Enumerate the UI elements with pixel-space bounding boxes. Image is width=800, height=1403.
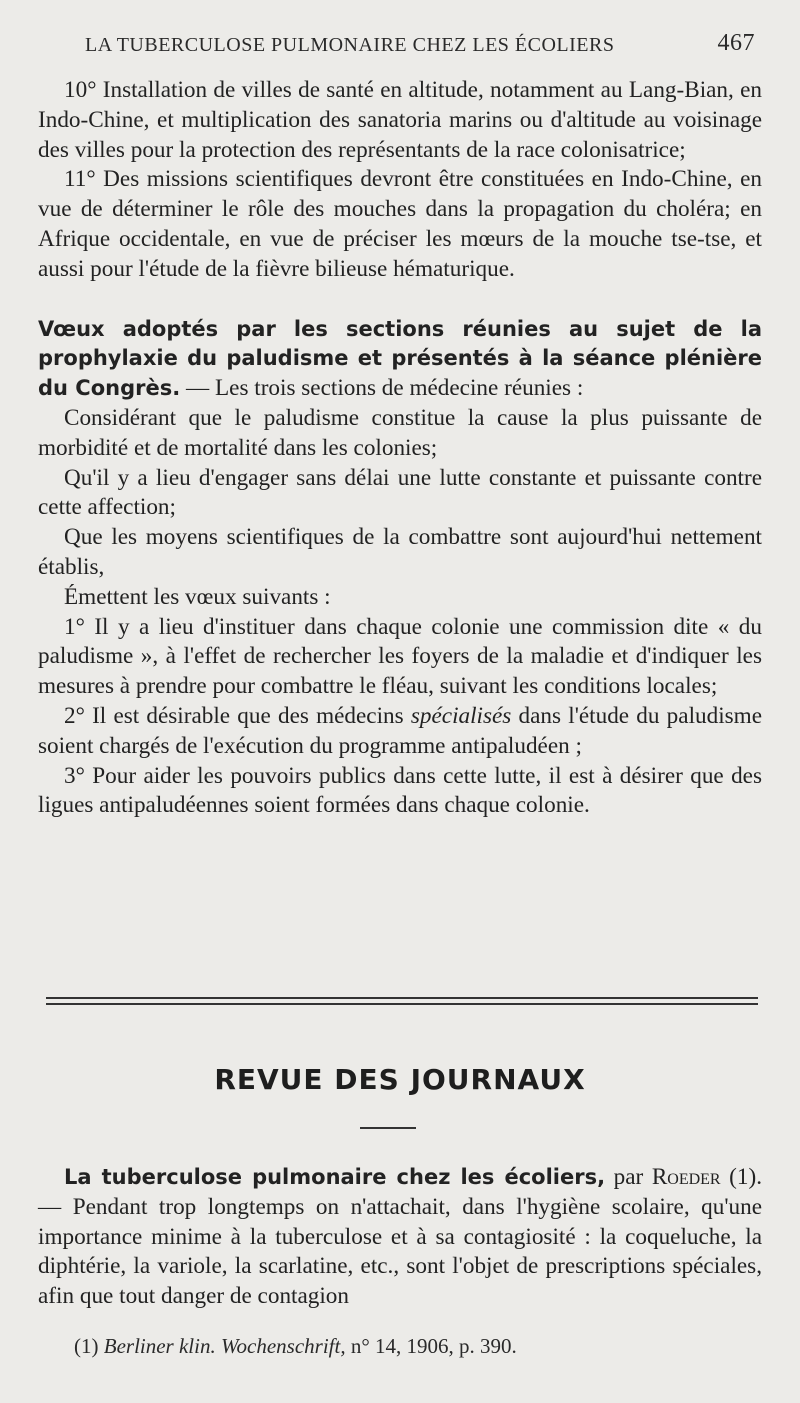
voeux-heading-paragraph <box>38 315 762 404</box>
item-11: 11° Des missions scientifiques devront être constituées en Indo-Chine, en vue de déterminer le rôle des mouches dans la propagation du choléra; en Afrique occidentale, en vue de préciser les mœurs de la mouche tse-tse, et aussi pour l'étude de la fièvre bilieuse hématurique. <box>38 166 762 282</box>
footnote-details: n° 14, 1906, p. 390. <box>345 1334 517 1358</box>
voeux-heading: Vœux adoptés par les sections réunies au sujet de la prophylaxie du paludisme et présentés à la séance plénière du Congrès. <box>38 316 762 401</box>
review-author: Roeder <box>651 1164 721 1190</box>
considerant-2: Qu'il y a lieu d'engager sans délai une lutte constante et puissante contre cette affection; <box>38 464 762 521</box>
considerant-1: Considérant que le paludisme constitue la cause la plus puissante de morbidité et de mortalité dans les colonies; <box>38 404 762 461</box>
footnote-journal: Berliner klin. Wochenschrift, <box>103 1334 346 1358</box>
review-text: — Pendant trop longtemps on n'attachait, dans l'hygiène scolaire, qu'une importance minime à la tuberculose et à sa contagiosité : la coqueluche, la diphtérie, la variole, la scarlatine, etc., sont l'objet de prescriptions spéciales, afin que tout danger de contagion <box>38 1193 762 1310</box>
review-paragraph <box>38 1163 762 1312</box>
considerant-3: Que les moyens scientifiques de la combattre sont aujourd'hui nettement établis, <box>38 524 762 580</box>
double-rule-top <box>46 997 758 999</box>
page-number: 467 <box>717 30 755 56</box>
section-title: REVUE DES JOURNAUX <box>214 1063 586 1096</box>
running-title: LA TUBERCULOSE PULMONAIRE CHEZ LES ÉCOLIERS <box>85 34 615 56</box>
emettent-line: Émettent les vœux suivants : <box>64 583 331 610</box>
voeux-heading-tail: — Les trois sections de médecine réunies : <box>180 375 584 402</box>
section-rule <box>360 1127 416 1129</box>
voeu-1: 1° Il y a lieu d'instituer dans chaque colonie une commission dite « du paludisme », à l'effet de rechercher les foyers de la maladie et d'indiquer les mesures à prendre pour combattre le fléau, suivant les conditions locales; <box>38 613 762 700</box>
review-entry <box>38 1163 762 1312</box>
review-title: La tuberculose pulmonaire chez les écoliers, <box>64 1165 606 1189</box>
voeu-2 <box>38 702 762 762</box>
item-10: 10° Installation de villes de santé en altitude, notamment au Lang-Bian, en Indo-Chine, et multiplication des sanatoria marins ou d'altitude au voisinage des villes pour la protection des représentants de la race colonisatrice; <box>38 77 762 163</box>
footnote <box>74 1334 517 1359</box>
main-text <box>38 76 762 821</box>
voeu-2-emphasis: spécialisés <box>410 702 512 729</box>
footnote-label: (1) <box>74 1334 104 1358</box>
review-by: par <box>605 1164 652 1190</box>
voeu-3: 3° Pour aider les pouvoirs publics dans cette lutte, il est à désirer que des ligues antipaludéennes soient formées dans chaque colonie. <box>38 762 762 819</box>
voeu-2-post: dans l'étude du paludisme soient chargés de l'exécution du programme antipaludéen ; <box>38 702 762 759</box>
double-rule-bottom <box>46 1003 758 1005</box>
voeu-2-pre: 2° Il est désirable que des médecins <box>64 702 411 729</box>
review-note-ref: (1). <box>720 1164 762 1190</box>
